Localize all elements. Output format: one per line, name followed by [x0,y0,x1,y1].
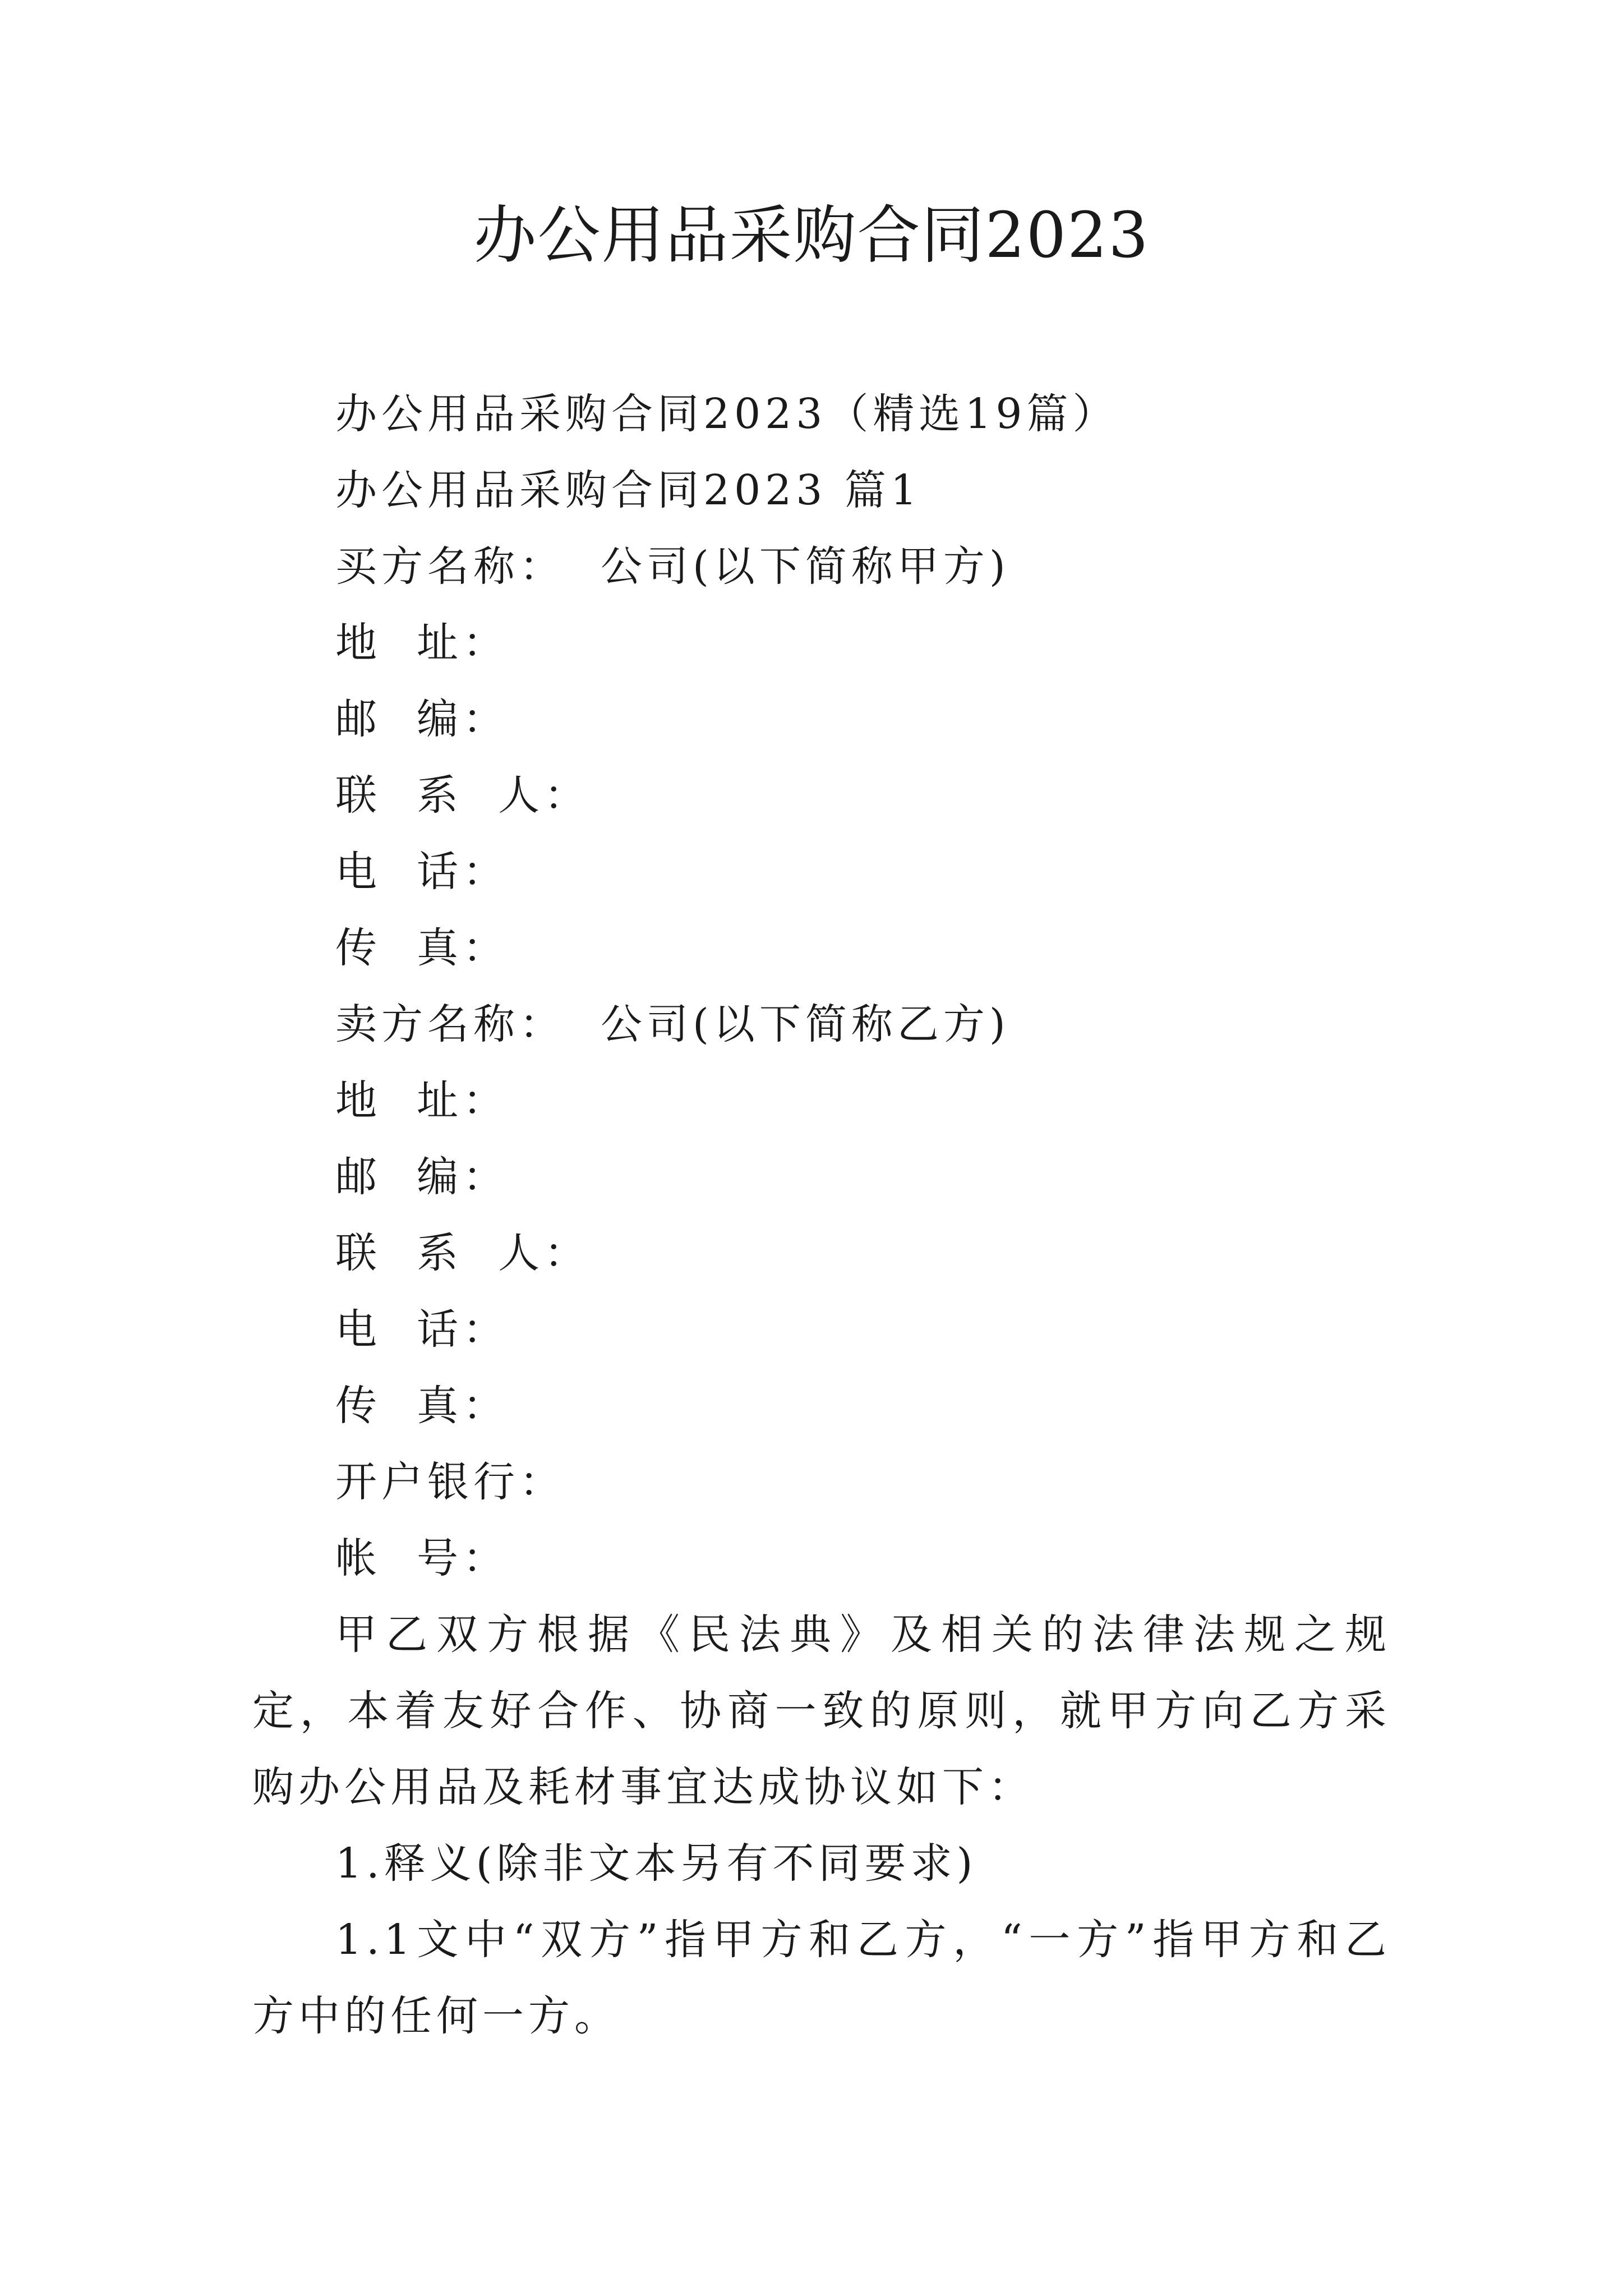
seller-postcode-field: 邮 编： [335,1153,509,1201]
seller-fax-field: 传 真： [335,1382,509,1430]
seller-name-field: 卖方名称： 公司(以下简称乙方) [335,1000,1010,1048]
buyer-phone-field: 电 话： [335,848,509,896]
definition-clause: 1.1文中“双方”指甲方和乙方，“一方”指甲方和乙方中的任何一方。 [252,1916,1391,2040]
buyer-name-field: 买方名称： 公司(以下简称甲方) [335,542,1010,591]
seller-phone-field: 电 话： [335,1305,509,1354]
definitions-heading: 1.释义(除非文本另有不同要求) [335,1839,978,1888]
document-body [252,376,1391,2054]
section-heading: 办公用品采购合同2023 篇1 [335,466,921,514]
buyer-contact-field: 联 系 人： [335,771,591,820]
seller-account-field: 帐 号： [335,1534,509,1582]
buyer-fax-field: 传 真： [335,924,509,972]
intro-paragraph: 甲乙双方根据《民法典》及相关的法律法规之规定，本着友好合作、协商一致的原则，就甲方向乙方采购办公用品及耗材事宜达成协议如下： [252,1611,1391,1811]
seller-address-field: 地 址： [335,1076,509,1125]
subtitle-line: 办公用品采购合同2023（精选19篇） [335,390,1119,438]
seller-bank-field: 开户银行： [335,1458,565,1506]
document-title: 办公用品采购合同2023 [473,199,1150,272]
buyer-postcode-field: 邮 编： [335,695,509,743]
seller-contact-field: 联 系 人： [335,1229,591,1277]
buyer-address-field: 地 址： [335,619,509,667]
